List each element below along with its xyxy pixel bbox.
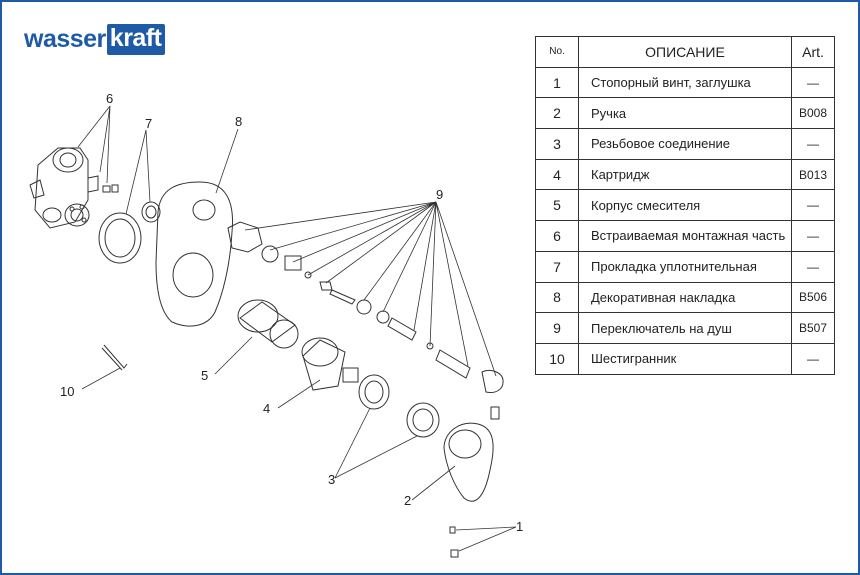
gasket-part: [99, 202, 160, 263]
brand-logo-part2: kraft: [107, 24, 166, 55]
brand-logo-part1: wasser: [24, 24, 106, 53]
cartridge-part: [302, 338, 358, 390]
callout-8: 8: [235, 114, 243, 129]
row-article: B506: [792, 282, 835, 313]
row-article: —: [792, 221, 835, 252]
row-article: B008: [792, 98, 835, 129]
row-no: 2: [536, 98, 579, 129]
row-no: 3: [536, 129, 579, 160]
callout-3: 3: [328, 472, 336, 487]
row-no: 8: [536, 282, 579, 313]
header-no: No.: [536, 37, 579, 68]
row-description: Резьбовое соединение: [579, 129, 792, 160]
row-description: Декоративная накладка: [579, 282, 792, 313]
callout-10: 10: [60, 384, 75, 399]
callout-6: 6: [106, 91, 114, 106]
row-description: Ручка: [579, 98, 792, 129]
row-no: 1: [536, 67, 579, 98]
row-description: Стопорный винт, заглушка: [579, 67, 792, 98]
handle-part: [444, 423, 493, 501]
row-article: B507: [792, 313, 835, 344]
decorative-plate-part: [156, 182, 233, 326]
row-article: —: [792, 67, 835, 98]
row-article: —: [792, 251, 835, 282]
mixer-sleeve-part: [238, 300, 298, 348]
row-description: Шестигранник: [579, 343, 792, 374]
row-article: B013: [792, 159, 835, 190]
row-no: 10: [536, 343, 579, 374]
row-description: Картридж: [579, 159, 792, 190]
hex-key-part: [102, 345, 127, 370]
header-article: Art.: [792, 37, 835, 68]
row-description: Переключатель на душ: [579, 313, 792, 344]
stop-screw-part: [450, 527, 458, 557]
row-description: Встраиваемая монтажная часть: [579, 221, 792, 252]
row-description: Корпус смесителя: [579, 190, 792, 221]
threaded-connection-part: [359, 375, 439, 437]
callout-2: 2: [404, 493, 412, 508]
row-article: —: [792, 343, 835, 374]
row-no: 7: [536, 251, 579, 282]
row-article: —: [792, 190, 835, 221]
callout-1: 1: [516, 519, 524, 534]
row-no: 6: [536, 221, 579, 252]
row-no: 4: [536, 159, 579, 190]
header-description: ОПИСАНИЕ: [579, 37, 792, 68]
row-article: —: [792, 129, 835, 160]
mounting-body-part: [30, 148, 118, 228]
callout-5: 5: [201, 368, 209, 383]
callout-4: 4: [263, 401, 271, 416]
row-description: Прокладка уплотнительная: [579, 251, 792, 282]
row-no: 9: [536, 313, 579, 344]
callout-9: 9: [436, 187, 444, 202]
callout-7: 7: [145, 116, 153, 131]
row-no: 5: [536, 190, 579, 221]
